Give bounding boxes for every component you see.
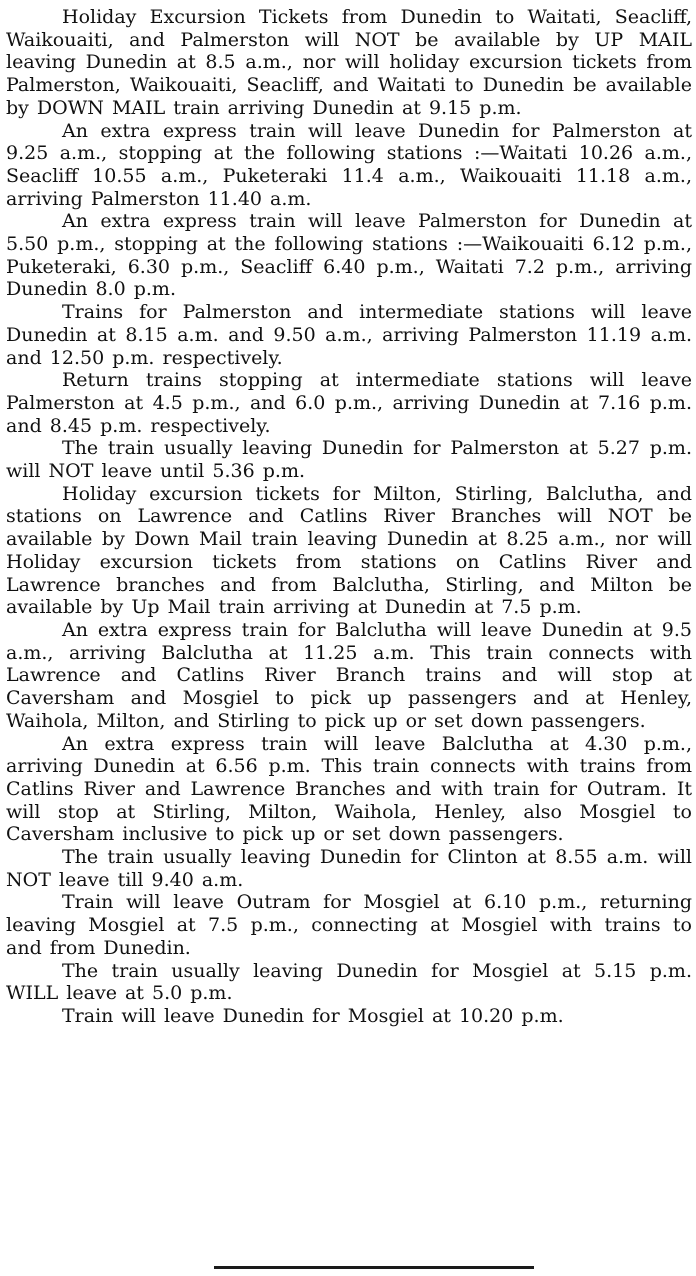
notice-paragraph: The train usually leaving Dunedin for Mosgiel at 5.15 p.m. WILL leave at 5.0 p.m. <box>6 959 692 1005</box>
notice-paragraph: An extra express train will leave Balclutha at 4.30 p.m., arriving Dunedin at 6.56 p.m. This train connects with trains from Catlins River and Lawrence Branches and with train for Outram. It will stop at Stirling, Milton, Waihola, Henley, also Mosgiel to Caversham inclusive to pick up or set down passengers. <box>6 732 692 846</box>
notice-paragraph: An extra express train for Balclutha will leave Dunedin at 9.5 a.m., arriving Balclutha at 11.25 a.m. This train connects with Lawrence and Catlins River Branch trains and will stop at Caversham and Mosgiel to pick up passengers and at Henley, Waihola, Milton, and Stirling to pick up or set down passengers. <box>6 618 692 732</box>
notice-paragraph: An extra express train will leave Palmerston for Dunedin at 5.50 p.m., stopping at the following stations :—Waikouaiti 6.12 p.m., Puketeraki, 6.30 p.m., Seacliff 6.40 p.m., Waitati 7.2 p.m., arriving Dunedin 8.0 p.m. <box>6 210 692 301</box>
notice-paragraph: Holiday Excursion Tickets from Dunedin to Waitati, Seacliff, Waikouaiti, and Palmerston will NOT be available by UP MAIL leaving Dunedin at 8.5 a.m., nor will holiday excursion tickets from Palmerston, Waikouaiti, Seacliff, and Waitati to Dunedin be available by DOWN MAIL train arriving Dunedin at 9.15 p.m. <box>6 6 692 119</box>
notice-paragraph: Train will leave Dunedin for Mosgiel at 10.20 p.m. <box>62 1004 564 1027</box>
notice-paragraph: Return trains stopping at intermediate stations will leave Palmerston at 4.5 p.m., and 6.0 p.m., arriving Dunedin at 7.16 p.m. and 8.45 p.m. respectively. <box>6 369 692 437</box>
notice-paragraph: An extra express train will leave Dunedin for Palmerston at 9.25 a.m., stopping at the following stations :—Waitati 10.26 a.m., Seacliff 10.55 a.m., Puketeraki 11.4 a.m., Waikouaiti 11.18 a.m., arriving Palmerston 11.40 a.m. <box>6 119 692 210</box>
notice-paragraph: The train usually leaving Dunedin for Palmerston at 5.27 p.m. will NOT leave until 5.36 p.m. <box>6 437 692 483</box>
notice-paragraph: Train will leave Outram for Mosgiel at 6.10 p.m., returning leaving Mosgiel at 7.5 p.m., connecting at Mosgiel with trains to and from Dunedin. <box>6 891 692 959</box>
article-column <box>6 6 692 1028</box>
notice-paragraph: The train usually leaving Dunedin for Clinton at 8.55 a.m. will NOT leave till 9.40 a.m. <box>6 846 692 891</box>
notice-paragraph: Holiday excursion tickets for Milton, Stirling, Balclutha, and stations on Lawrence and Catlins River Branches will NOT be available by Down Mail train leaving Dunedin at 8.25 a.m., nor will Holiday excursion tickets from stations on Catlins River and Lawrence branches and from Balclutha, Stirling, and Milton be available by Up Mail train arriving at Dunedin at 7.5 p.m. <box>6 482 692 619</box>
column-end-rule <box>214 1266 534 1269</box>
notice-paragraph: Trains for Palmerston and intermediate stations will leave Dunedin at 8.15 a.m. and 9.50 a.m., arriving Palmerston 11.19 a.m. and 12.50 p.m. respectively. <box>6 301 692 369</box>
